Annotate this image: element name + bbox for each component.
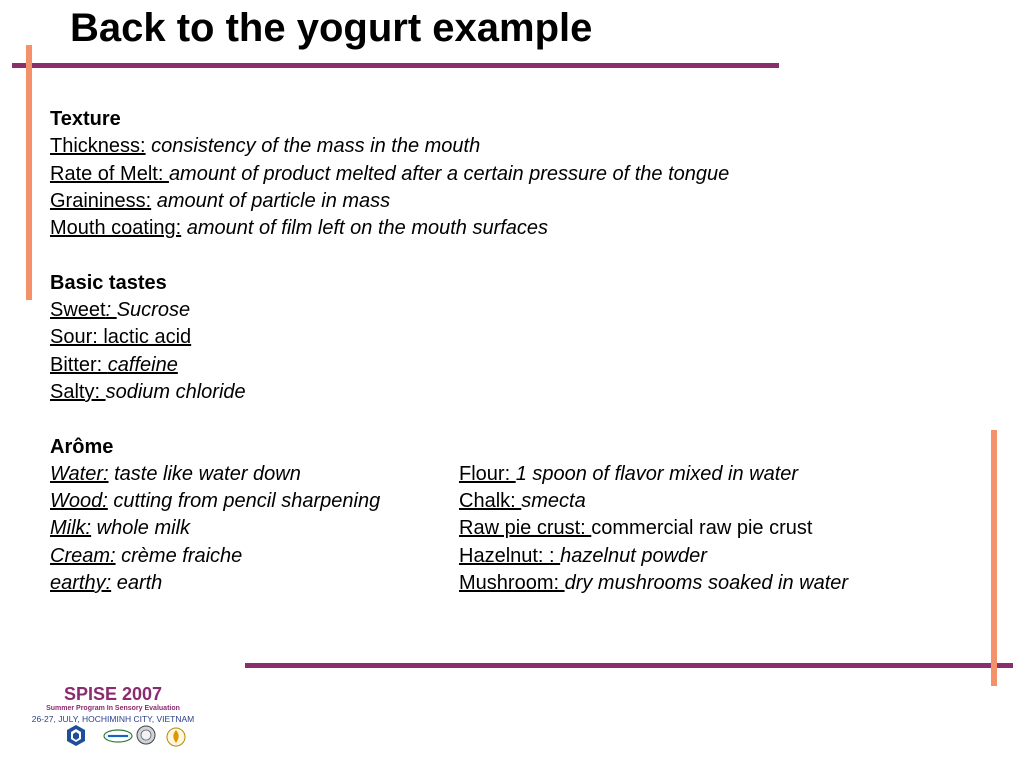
spise-subtitle: Summer Program In Sensory Evaluation [46,705,180,712]
basic-tastes-heading: Basic tastes [50,271,167,294]
texture-heading: Texture [50,108,121,130]
term-description: commercial raw pie crust [591,517,813,540]
term-description: Sucrose [116,299,191,322]
term-description: 1 spoon of flavor mixed in water [515,462,799,485]
taste-item-sour [50,324,848,351]
term-description: earth [116,572,163,595]
slide-title: Back to the yogurt example [70,6,593,50]
term-label: Chalk: [459,490,522,513]
texture-item-mouth-coating [50,215,848,242]
arome-item-water [50,461,459,488]
term-description: sodium chloride [105,380,246,403]
spise-title: SPISE 2007 [63,684,163,704]
arome-item-mushroom [459,570,848,597]
term-description: amount of film left on the mouth surfaces [186,217,549,240]
spise-logo [18,684,208,725]
term-label: Cream: [50,544,116,567]
term-label: Wood: [50,490,108,513]
term-description: amount of product melted after a certain pressure of the tongue [168,162,730,185]
term-label: Milk: [50,517,92,540]
term-label: Flour: [459,462,516,485]
spise-place: 26-27, JULY, HOCHIMINH CITY, VIETNAM [31,714,195,724]
term-label: Rate of Melt: [50,162,169,185]
spacer [50,242,848,269]
arome-columns [50,461,848,597]
bk-logo-icon [67,725,85,746]
texture-item-rate-of-melt [50,161,848,188]
seal-logo-icon [137,726,155,744]
right-accent-bar [991,430,997,686]
arome-item-milk [50,515,459,542]
term-description: hazelnut powder [560,544,707,567]
taste-item-salty [50,379,848,406]
term-label: Hazelnut: : [459,544,561,567]
term-label: Mushroom: [459,572,565,595]
term-label: Sweet: [50,299,117,322]
texture-item-thickness [50,133,848,160]
agrocomplex-logo-icon [104,730,132,742]
term-label: Mouth coating: [50,217,182,240]
term-description: whole milk [96,517,191,540]
taste-item-sweet [50,297,848,324]
term-label: Thickness: [50,135,146,158]
term-description: crème fraiche [121,544,243,567]
term-label: Raw pie crust: [459,517,592,540]
term-label: Sour: lactic acid [50,326,192,349]
term-description: smecta [521,490,586,513]
term-label: Salty: [50,380,106,403]
left-accent-bar [26,45,32,300]
title-underline [12,63,779,68]
term-label: Graininess: [50,189,152,212]
arome-heading: Arôme [50,435,114,458]
term-description: consistency of the mass in the mouth [151,135,481,158]
arome-item-flour [459,461,848,488]
arome-item-raw-pie-crust [459,515,848,542]
term-label: Water: [50,462,109,485]
bottom-divider [245,663,1013,668]
term-description: taste like water down [114,462,301,485]
spacer [50,406,848,433]
term-label: earthy: [50,572,112,595]
flame-logo-icon [167,728,185,746]
term-label: Bitter: caffeine [50,353,178,376]
arome-right-column [459,461,848,597]
slide-content [50,106,848,597]
term-description: dry mushrooms soaked in water [564,572,849,595]
arome-left-column [50,461,459,597]
taste-item-bitter [50,352,848,379]
term-description: amount of particle in mass [156,189,391,212]
arome-item-chalk [459,488,848,515]
arome-item-cream [50,543,459,570]
arome-item-hazelnut [459,543,848,570]
texture-item-graininess [50,188,848,215]
term-description: cutting from pencil sharpening [113,490,381,513]
sponsor-logos [66,724,196,750]
arome-item-earthy [50,570,459,597]
arome-item-wood [50,488,459,515]
